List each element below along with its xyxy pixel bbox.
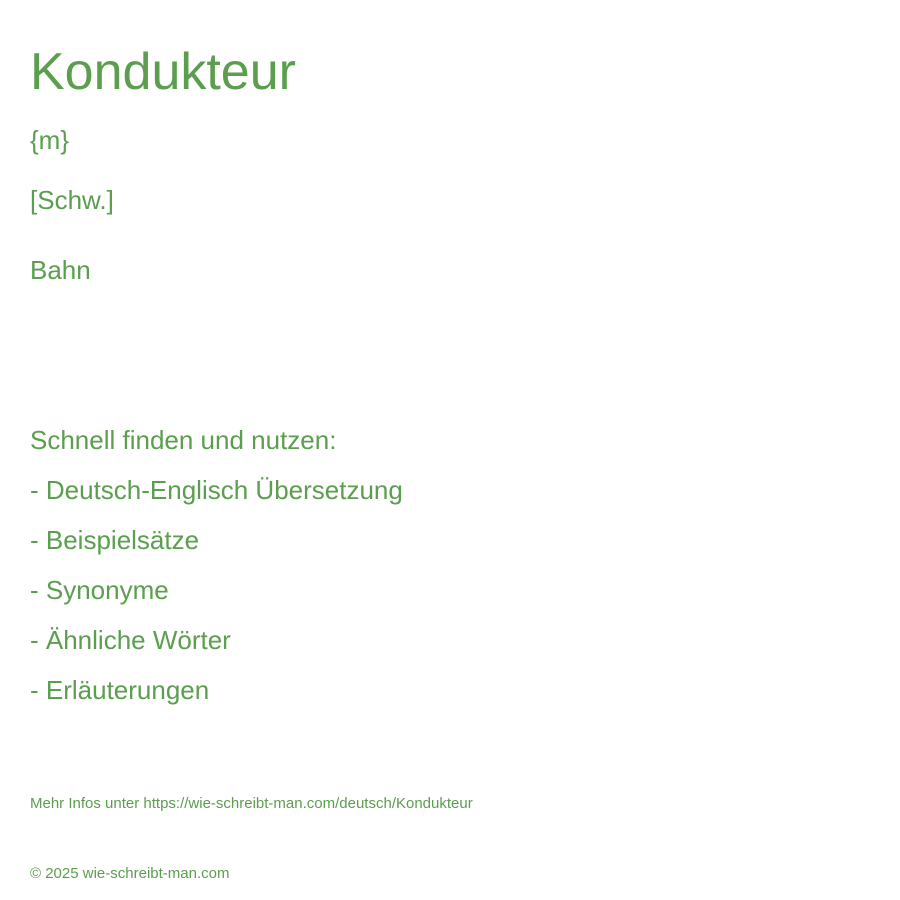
feature-item-synonyms: - Synonyme xyxy=(30,575,169,605)
feature-item-example-sentences: - Beispielsätze xyxy=(30,525,200,555)
gender-label: {m} xyxy=(30,125,70,155)
more-info-text: Mehr Infos unter https://wie-schreibt-man.com/deutsch/Kondukteur xyxy=(30,795,473,812)
features-list xyxy=(30,474,403,724)
page-content xyxy=(30,0,870,900)
feature-item-similar-words: - Ähnliche Wörter xyxy=(30,625,231,655)
word-title: Kondukteur xyxy=(30,43,296,101)
feature-item-explanations: - Erläuterungen xyxy=(30,675,210,705)
feature-item-translation: - Deutsch-Englisch Übersetzung xyxy=(30,475,403,505)
features-heading: Schnell finden und nutzen: xyxy=(30,425,337,455)
domain-label: Bahn xyxy=(30,255,91,285)
copyright-text: © 2025 wie-schreibt-man.com xyxy=(30,865,230,882)
region-label: [Schw.] xyxy=(30,185,114,215)
